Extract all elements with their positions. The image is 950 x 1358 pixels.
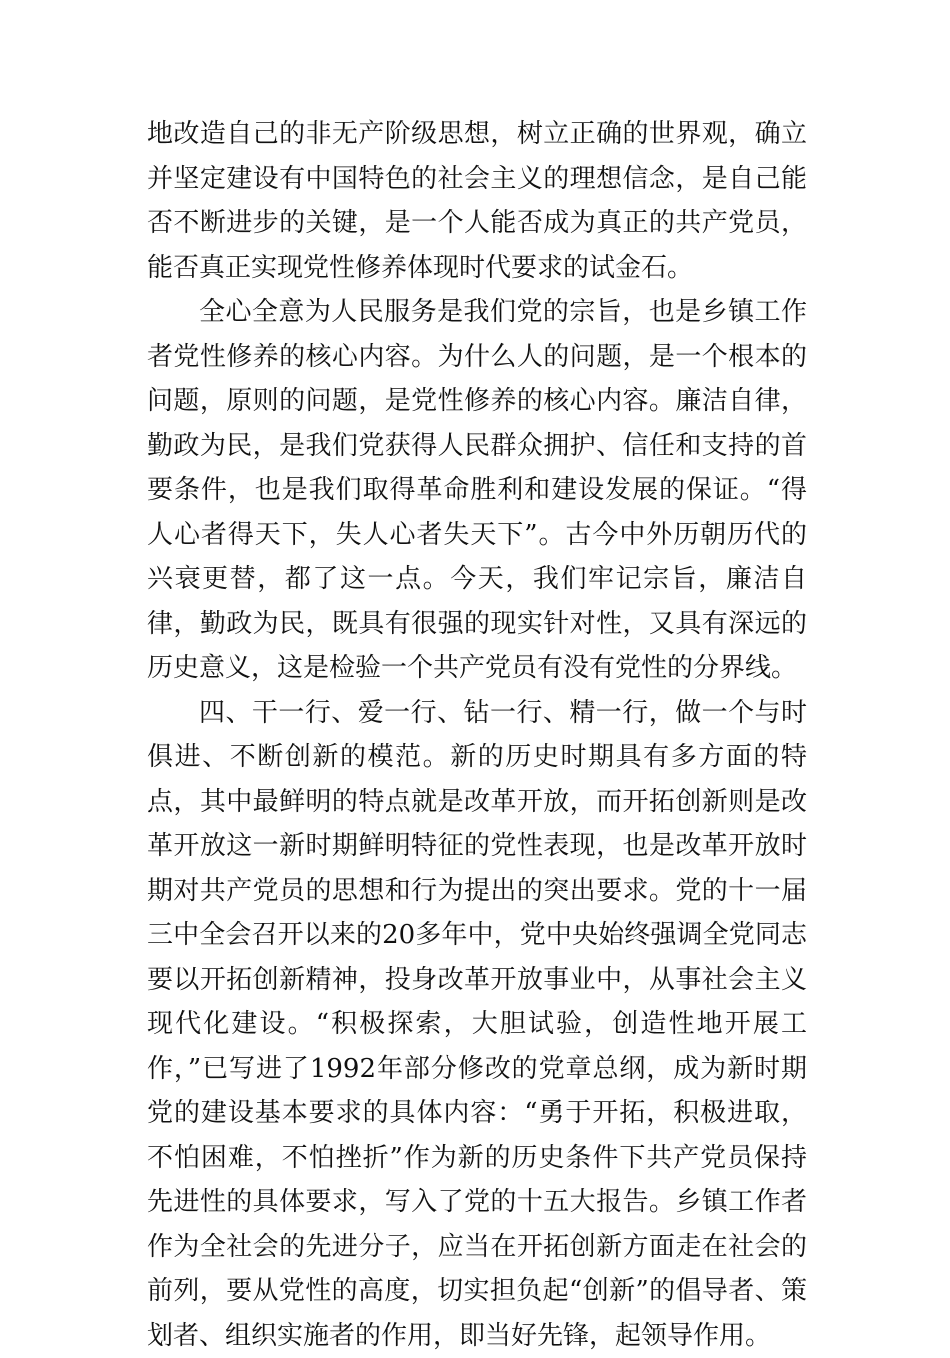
document-body xyxy=(147,112,807,1358)
paragraph-continuation: 地改造自己的非无产阶级思想，树立正确的世界观，确立并坚定建设有中国特色的社会主义的理想信念，是自己能否不断进步的关键，是一个人能否成为真正的共产党员，能否真正实现党性修养体现时代要求的试金石。 xyxy=(147,112,807,290)
paragraph-section-four: 四、干一行、爱一行、钻一行、精一行，做一个与时俱进、不断创新的模范。新的历史时期具有多方面的特点，其中最鲜明的特点就是改革开放，而开拓创新则是改革开放这一新时期鲜明特征的党性表现，也是改革开放时期对共产党员的思想和行为提出的突出要求。党的十一届三中全会召开以来的20多年中，党中央始终强调全党同志要以开拓创新精神，投身改革开放事业中，从事社会主义现代化建设。“积极探索，大胆试验，创造性地开展工作，”已写进了1992年部分修改的党章总纲，成为新时期党的建设基本要求的具体内容：“勇于开拓，积极进取，不怕困难，不怕挫折”作为新的历史条件下共产党员保持先进性的具体要求，写入了党的十五大报告。乡镇工作者作为全社会的先进分子，应当在开拓创新方面走在社会的前列，要从党性的高度，切实担负起“创新”的倡导者、策划者、组织实施者的作用，即当好先锋，起领导作用。 xyxy=(147,691,807,1358)
paragraph-party-purpose: 全心全意为人民服务是我们党的宗旨，也是乡镇工作者党性修养的核心内容。为什么人的问题，是一个根本的问题，原则的问题，是党性修养的核心内容。廉洁自律，勤政为民，是我们党获得人民群众拥护、信任和支持的首要条件，也是我们取得革命胜利和建设发展的保证。“得人心者得天下，失人心者失天下”。古今中外历朝历代的兴衰更替，都了这一点。今天，我们牢记宗旨，廉洁自律，勤政为民，既具有很强的现实针对性，又具有深远的历史意义，这是检验一个共产党员有没有党性的分界线。 xyxy=(147,290,807,691)
